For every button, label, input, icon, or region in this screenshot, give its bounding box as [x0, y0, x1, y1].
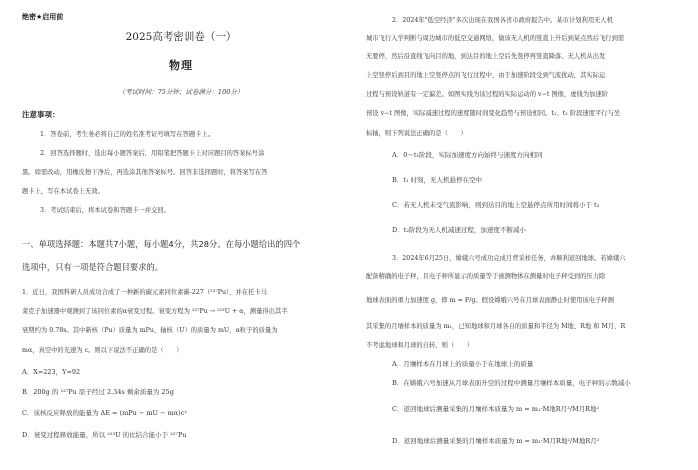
notice-line: 3．考试结束后，将本试卷和答题卡一并交回。: [40, 207, 170, 214]
q2-option-c: C．若无人机未受气流影响，则到达目的地上空悬停点所用时间将小于 t₃: [392, 201, 600, 209]
notice-heading: 注意事项：: [22, 110, 60, 119]
notice-line: 2．回答选择题时，选出每小题答案后，用铅笔把答题卡上对应题目的答案标号涂: [40, 150, 265, 157]
q1-option-a: A．X=223，Y=92: [22, 368, 81, 376]
q1-option-d: D．衰变过程释放能量，所以 ²²³U 的比结合能小于 ²²⁷Pu: [22, 431, 187, 439]
notice-line: 题卡上，写在本试卷上无效。: [22, 188, 104, 195]
q3-option-a: A．月壤样本在月球上的质量小于在地球上的质量: [392, 360, 534, 368]
q2-option-a: A．0～t₁阶段，实际加速度方向始终与速度方向相同: [392, 151, 543, 159]
q2-line: 无要停，然后沿直线飞向目的地，到达目的地上空后先竖停再竖直降落。无人机从出发: [366, 53, 606, 60]
q2-line: 上空竖停后到目的地上空竖停点的飞行过程中，由于加速阶段受到气流扰动，其实际运: [366, 72, 606, 79]
q3-option-c: C．返回地球后测量采集的月壤样本质量为 m = m₁·M地R月²/M月R地²: [392, 405, 600, 413]
q2-line: 标轴，则下列说法正确的是（ ）: [366, 130, 467, 137]
subject-title: 物理: [169, 59, 193, 72]
q2-option-b: B．t₁ 时刻，无人机悬停在空中: [392, 176, 483, 184]
q3-option-b: B．在嫦娥六号加速从月球表面升空的过程中测量月壤样本质量，电子秤的示数减小: [392, 379, 631, 387]
notice-line: 黑。如需改动，用橡皮擦干净后，再选涂其他答案标号。回答非选择题时，将答案写在答: [22, 169, 268, 176]
q2-line: 预设 v−t 图像，实际减速过程的速度随时间变化趋势与预设相同。t₁、t₂ 阶段速度平行与坐: [366, 110, 621, 117]
q3-line: 不考虑地球和月球的自转，则（ ）: [366, 342, 474, 349]
section-heading-line2: 选项中，只有一项是符合题目要求的。: [22, 262, 164, 272]
q3-line: 地球表面的重力加速度 g，即 m = F/g。假设嫦娥六号在月球表面静止时使用该电子秤测: [366, 297, 614, 304]
notice-line: 1．答卷前，考生务必将自己的姓名准考证号填写在答题卡上。: [40, 131, 215, 138]
q1-option-c: C．该核反应释放的能量为 ΔE = (mPu − mU − mα)c²: [22, 409, 187, 417]
q2-option-d: D．t₂阶段为无人机减速过程，加速度不断减小: [392, 226, 526, 234]
q2-line: 过程与预设轨道有一定偏差。如图实线为该过程的实际运动的 v−t 图像，虚线为加速阶: [366, 91, 609, 98]
q1-line: mα，真空中的光速为 c。则以下说法不正确的是（ ）: [22, 347, 183, 354]
q3-option-d: D．返回地球后测量采集的月壤样本质量为 m = m₁·M月R地²/M地R月²: [392, 437, 600, 445]
secret-tag: 绝密★启用前: [22, 13, 64, 21]
exam-title: 2025高考密训卷（一）: [125, 31, 237, 43]
exam-meta: （考试时间：75分钟；试卷满分：100分）: [118, 88, 244, 96]
q1-line: 衰期约为 0.78s。其中新核（Pu）质量为 mPu，轴核（U）的质量为 mU，α粒子的质量为: [22, 327, 278, 334]
q1-line: 莱克子加速器中观测到了该同位素的α衰变过程。衰变方程为 ²²⁷Pu → ²²³U + α，测量得出其半: [22, 308, 288, 315]
q1-option-b: B．200g 的 ²²⁷Pu 原子经过 2.34s 剩余质量为 25g: [22, 388, 174, 396]
section-heading-line1: 一、单项选择题：本题共7小题，每小题4分，共28分。在每小题给出的四个: [22, 239, 301, 249]
q3-line: 配备精确的电子秤，且电子秤所显示的质量等于被测物体在测量时电子秤受到的压力除: [366, 273, 606, 280]
right-page: [362, 0, 698, 470]
q2-line: 城市飞行入学判断与周边城市的低空交通网络，做该无人机的竖直上升后到某点然后飞行到需: [366, 35, 625, 42]
q3-line: 3．2024年6月25日，嫦娥六号成功完成月背采样任务，并顺利返回地球。若嫦娥六: [392, 255, 626, 262]
q3-line: 其采集的月壤样本的质量为 m₁，已知地球和月球各自的质量和半径为 M地、R地 和 M月、R: [366, 323, 626, 330]
q2-line: 2．2024年"低空经济"多次出现在我国各省市政府报告中。某市计划利用无人机: [392, 17, 614, 24]
q1-line: 1．近日，我国科研人员成功合成了一种新的碳元素同位素碳-227（²²⁷Pu），并在托卡马: [22, 289, 267, 296]
